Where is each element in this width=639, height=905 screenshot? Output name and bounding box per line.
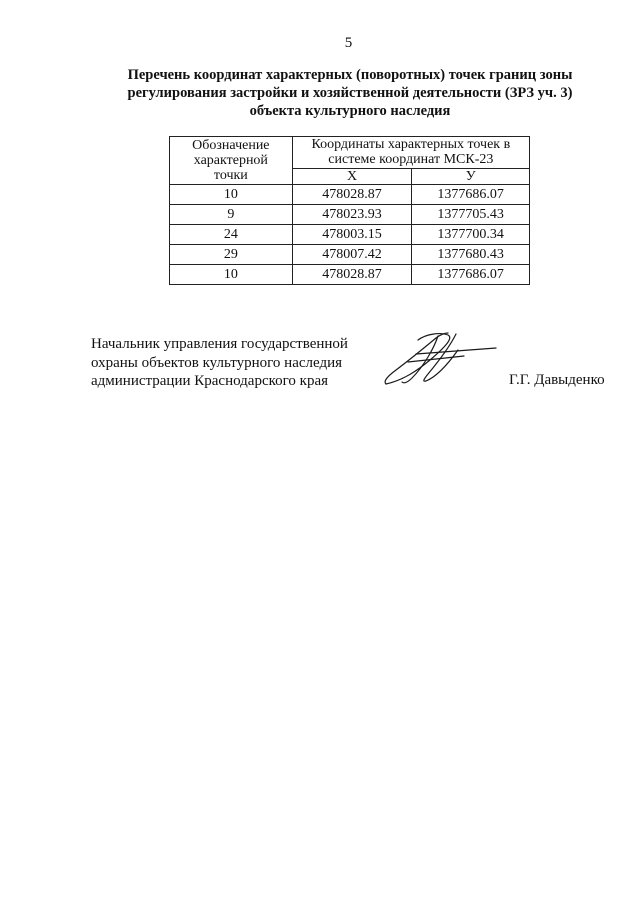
cell-x: 478028.87 bbox=[292, 185, 412, 205]
cell-x: 478007.42 bbox=[292, 245, 412, 265]
cell-point: 10 bbox=[170, 185, 293, 205]
cell-y: 1377686.07 bbox=[412, 265, 530, 285]
table-row bbox=[170, 205, 530, 225]
coordinates-table bbox=[169, 136, 530, 285]
cell-point: 24 bbox=[170, 225, 293, 245]
table-row bbox=[170, 225, 530, 245]
cell-x: 478023.93 bbox=[292, 205, 412, 225]
table-row bbox=[170, 245, 530, 265]
cell-y: 1377686.07 bbox=[412, 185, 530, 205]
title-line-3: объекта культурного наследия bbox=[249, 103, 451, 119]
signatory-position bbox=[91, 335, 348, 391]
header-coords-line-2: системе координат МСК-23 bbox=[328, 152, 494, 168]
table-row bbox=[170, 265, 530, 285]
header-y: У bbox=[412, 168, 530, 184]
document-title bbox=[100, 66, 600, 120]
cell-point: 9 bbox=[170, 205, 293, 225]
header-point-line-3: точки bbox=[213, 168, 248, 183]
cell-y: 1377680.43 bbox=[412, 245, 530, 265]
title-line-1: Перечень координат характерных (поворотных) точек границ зоны bbox=[127, 67, 573, 83]
title-line-2: регулирования застройки и хозяйственной деятельности (ЗРЗ уч. 3) bbox=[127, 85, 573, 101]
position-line-3: администрации Краснодарского края bbox=[91, 373, 329, 389]
header-x: Х bbox=[292, 168, 412, 184]
page-number: 5 bbox=[344, 35, 353, 51]
position-line-1: Начальник управления государственной bbox=[91, 336, 348, 352]
header-point-line-1: Обозначение bbox=[192, 138, 270, 153]
header-coordinates bbox=[292, 137, 529, 169]
signature-strokes bbox=[385, 333, 496, 384]
cell-point: 10 bbox=[170, 265, 293, 285]
cell-point: 29 bbox=[170, 245, 293, 265]
cell-x: 478028.87 bbox=[292, 265, 412, 285]
cell-y: 1377700.34 bbox=[412, 225, 530, 245]
cell-y: 1377705.43 bbox=[412, 205, 530, 225]
signer-name: Г.Г. Давыденко bbox=[509, 372, 605, 388]
table-row bbox=[170, 185, 530, 205]
handwritten-signature bbox=[378, 326, 498, 392]
header-point-designation bbox=[170, 137, 293, 185]
cell-x: 478003.15 bbox=[292, 225, 412, 245]
position-line-2: охраны объектов культурного наследия bbox=[91, 354, 343, 371]
header-coords-line-1: Координаты характерных точек в bbox=[311, 137, 511, 153]
header-point-line-2: характерной bbox=[193, 153, 268, 168]
